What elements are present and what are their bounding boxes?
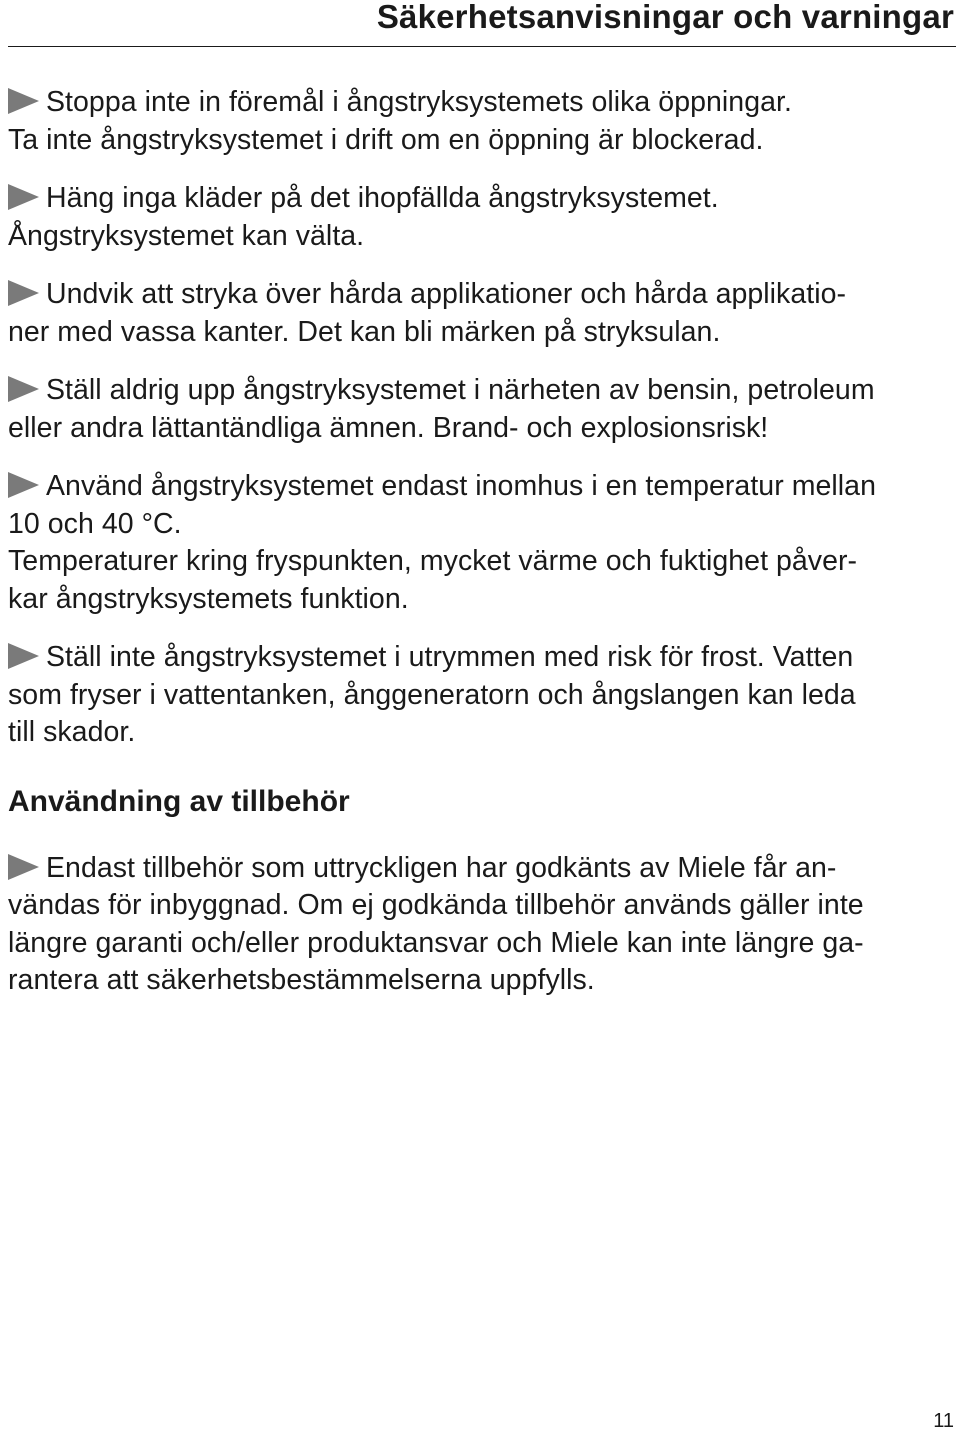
warning-text: Ställ inte ångstryksystemet i utrymmen med risk för frost. Vatten som fryser i vattentanken, ånggeneratorn och ångslangen kan leda till skador. [8, 641, 856, 748]
warning-text: Häng inga kläder på det ihopfällda ångstryksystemet. Ångstryksystemet kan välta. [8, 182, 719, 252]
section-heading: Användning av tillbehör [8, 784, 350, 818]
warning-text: Ställ aldrig upp ångstryksystemet i närheten av bensin, petroleum eller andra lättantändliga ämnen. Brand- och explosionsrisk! [8, 374, 875, 444]
page-content [8, 84, 952, 1021]
warning-text: Stoppa inte in föremål i ångstryksystemets olika öppningar. Ta inte ångstryksystemet i drift om en öppning är blockerad. [8, 86, 792, 156]
temperature-note: Temperaturer kring fryspunkten, mycket värme och fuktighet påver- kar ångstryksystemets funktion. [8, 545, 858, 615]
triangle-bullet-icon [8, 854, 39, 880]
triangle-bullet-icon [8, 643, 39, 669]
page-number: 11 [933, 1410, 954, 1432]
header-divider [8, 46, 956, 47]
page-header [0, 0, 960, 60]
triangle-bullet-icon [8, 280, 39, 306]
triangle-bullet-icon [8, 88, 39, 114]
warning-item [8, 850, 952, 1000]
warning-item [8, 639, 952, 752]
triangle-bullet-icon [8, 376, 39, 402]
triangle-bullet-icon [8, 184, 39, 210]
page-title: Säkerhetsanvisningar och varningar [376, 0, 954, 35]
warning-item [8, 468, 952, 543]
warning-item [8, 84, 952, 159]
warning-text: Undvik att stryka över hårda applikationer och hårda applikatio- ner med vassa kanter. Det kan bli märken på stryksulan. [8, 278, 847, 348]
warning-item [8, 180, 952, 255]
warning-text: Använd ångstryksystemet endast inomhus i en temperatur mellan 10 och 40 °C. [8, 470, 876, 540]
triangle-bullet-icon [8, 472, 39, 498]
warning-text: Endast tillbehör som uttryckligen har godkänts av Miele får an- vändas för inbyggnad. Om ej godkända tillbehör används gäller inte längre garanti och/eller produktansvar och Miele kan inte längre ga- rantera att säkerhetsbestämmelserna uppfylls. [8, 851, 864, 996]
warning-item [8, 372, 952, 447]
warning-item [8, 276, 952, 351]
